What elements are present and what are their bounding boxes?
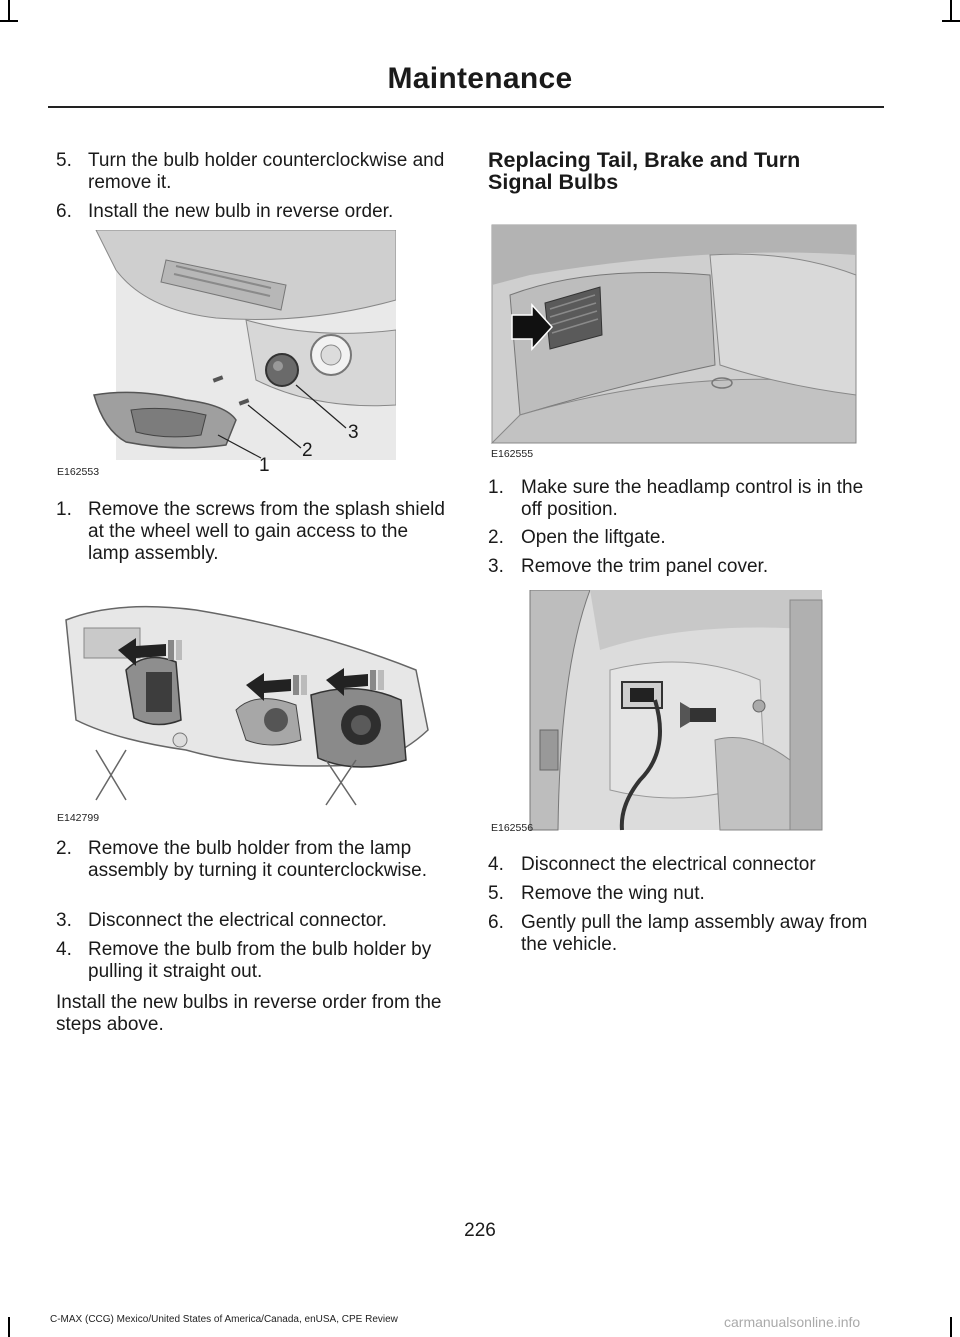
document-footer: C-MAX (CCG) Mexico/United States of America/Canada, enUSA, CPE Review [50, 1314, 398, 1325]
heading-line-1: Replacing Tail, Brake and Turn [488, 148, 801, 172]
step-number: 4. [56, 939, 72, 960]
figure-fog-lamp-removal [56, 230, 396, 482]
step-text: Turn the bulb holder counterclockwise and remove it. [88, 150, 445, 193]
callout-3: 3 [348, 422, 359, 443]
step-text: Make sure the headlamp control is in the off position. [521, 477, 864, 520]
step-text: Gently pull the lamp assembly away from the vehicle. [521, 912, 868, 955]
figure-code: E162555 [491, 448, 534, 460]
crop-mark [0, 20, 18, 22]
figure-code: E142799 [57, 812, 100, 824]
step-text: Disconnect the electrical connector. [88, 910, 387, 931]
reinstall-note: Install the new bulbs in reverse order from the steps above. [56, 992, 442, 1035]
crop-mark [8, 0, 10, 20]
step-number: 5. [56, 150, 72, 171]
page-title: Maintenance [387, 62, 573, 95]
step-number: 4. [488, 854, 504, 875]
fog-lamp-illustration [56, 230, 396, 482]
step-text: Remove the bulb from the bulb holder by pulling it straight out. [88, 939, 432, 982]
crop-mark [8, 1317, 10, 1337]
connector-illustration [490, 590, 830, 835]
figure-lamp-assembly-bulbs [56, 600, 434, 825]
figure-code: E162553 [57, 466, 100, 478]
crop-mark [950, 0, 952, 20]
step-number: 3. [56, 910, 72, 931]
step-text: Remove the screws from the splash shield at the wheel well to gain access to the lamp assembly. [88, 499, 445, 564]
step-number: 2. [56, 838, 72, 859]
step-number: 6. [488, 912, 504, 933]
step-number: 6. [56, 201, 72, 222]
section-heading [488, 149, 888, 193]
page-number: 226 [464, 1220, 496, 1241]
crop-mark [942, 20, 960, 22]
figure-connector-wing-nut [490, 590, 830, 840]
heading-line-2: Signal Bulbs [488, 170, 619, 194]
step-text: Remove the bulb holder from the lamp assembly by turning it counterclockwise. [88, 838, 427, 881]
step-text: Open the liftgate. [521, 527, 666, 548]
watermark: carmanualsonline.info [724, 1314, 861, 1330]
step-text: Remove the trim panel cover. [521, 556, 769, 577]
callout-2: 2 [302, 440, 313, 461]
step-text: Install the new bulb in reverse order. [88, 201, 394, 222]
cargo-area-illustration [490, 215, 865, 445]
step-number: 1. [488, 477, 504, 498]
step-text: Remove the wing nut. [521, 883, 705, 904]
lamp-assembly-illustration [56, 600, 434, 825]
figure-cargo-trim-panel [490, 215, 865, 465]
step-text: Disconnect the electrical connector [521, 854, 816, 875]
crop-mark [950, 1317, 952, 1337]
callout-1: 1 [259, 455, 270, 476]
figure-code: E162556 [491, 822, 534, 834]
step-number: 3. [488, 556, 504, 577]
step-number: 5. [488, 883, 504, 904]
step-number: 2. [488, 527, 504, 548]
step-number: 1. [56, 499, 72, 520]
header-divider [48, 106, 884, 108]
